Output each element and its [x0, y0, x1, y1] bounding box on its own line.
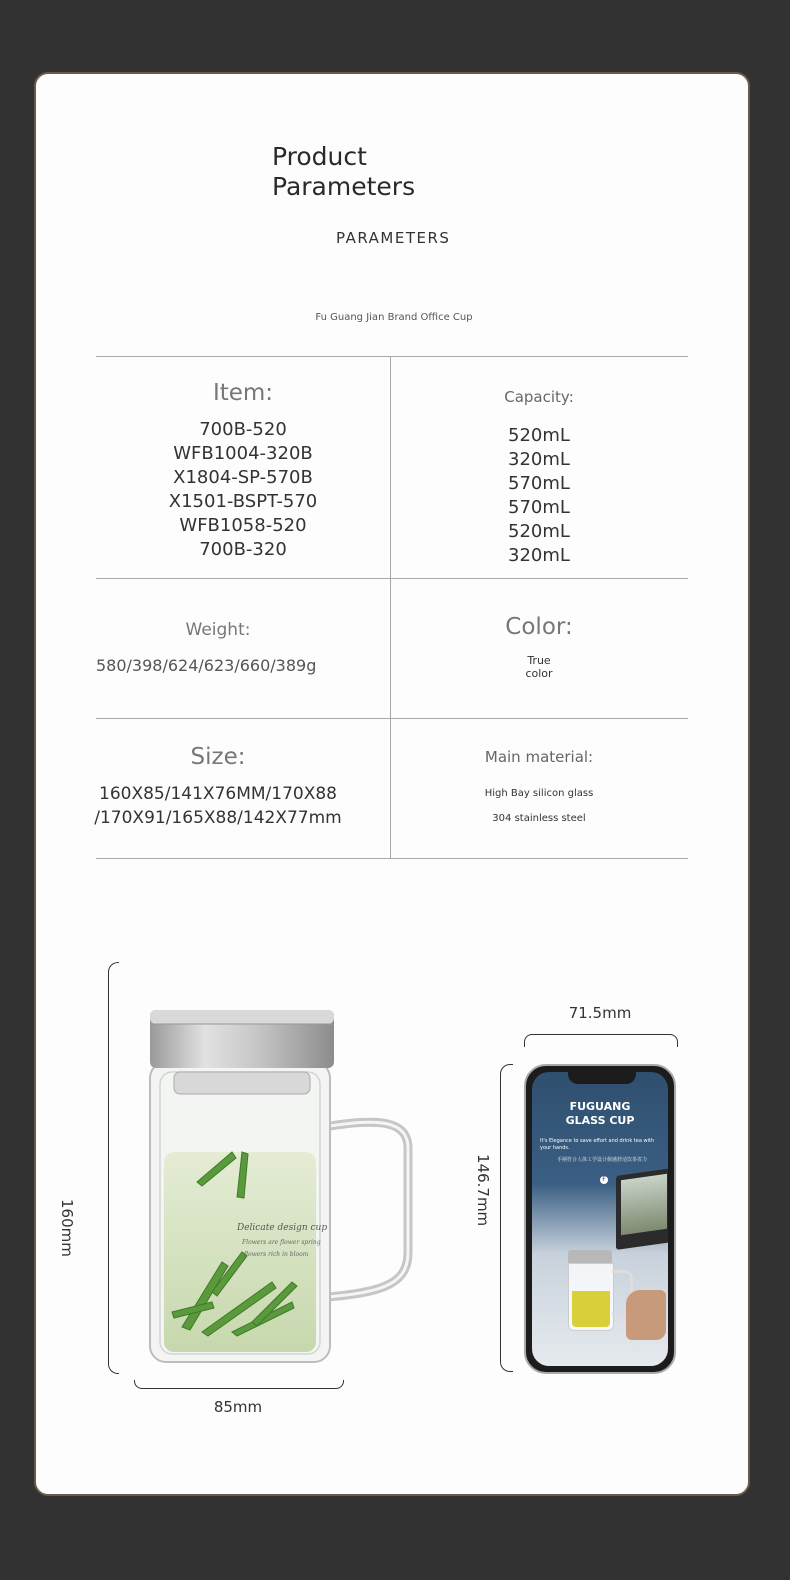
brand-line: Fu Guang Jian Brand Office Cup: [315, 312, 473, 323]
phone-notch: [568, 1072, 636, 1084]
cup-print-line-2: Flowers are flower spring: [242, 1239, 321, 1246]
color-label: Color:: [505, 614, 573, 640]
phone-logo-icon: F: [600, 1176, 608, 1184]
item-value: 700B-520: [199, 419, 287, 440]
item-value: WFB1004-320B: [173, 443, 313, 464]
title-line-1: Product: [272, 142, 367, 171]
mini-cup-lid-icon: [568, 1250, 612, 1264]
phone-headline-line-2: GLASS CUP: [565, 1114, 635, 1127]
weight-value: 580/398/624/623/660/389g: [96, 656, 317, 675]
color-value-line-1: True: [527, 654, 551, 667]
item-value: X1804-SP-570B: [173, 467, 313, 488]
cup-height-bracket: [108, 962, 119, 1374]
phone-height-bracket: [500, 1064, 513, 1372]
capacity-value: 570mL: [508, 473, 570, 494]
material-value-line-1: High Bay silicon glass: [484, 788, 594, 799]
item-value: X1501-BSPT-570: [168, 491, 318, 512]
weight-label: Weight:: [185, 620, 251, 640]
item-cell: [96, 380, 390, 562]
phone-headline: [532, 1100, 668, 1128]
size-value-line-1: 160X85/141X76MM/170X88: [99, 784, 337, 804]
color-value: [390, 654, 688, 680]
size-value-line-2: /170X91/165X88/142X77mm: [94, 808, 342, 828]
capacity-value: 520mL: [508, 425, 570, 446]
capacity-cell: [390, 388, 688, 568]
phone-width-label: 71.5mm: [568, 1004, 632, 1022]
material-cell: [390, 748, 688, 824]
size-cell: [92, 744, 344, 830]
item-value: WFB1058-520: [179, 515, 307, 536]
table-divider-top: [96, 356, 688, 357]
hand-icon: [626, 1290, 666, 1340]
capacity-value: 570mL: [508, 497, 570, 518]
size-label: Size:: [190, 744, 246, 770]
mini-cup-body-icon: [568, 1263, 614, 1331]
item-list: [96, 418, 390, 562]
cup-print-line-3: flowers rich in bloom: [244, 1251, 309, 1258]
cup-height-label: 160mm: [58, 1199, 76, 1257]
color-cell: [390, 614, 688, 680]
size-value: [92, 782, 344, 830]
phone-tagline: It's Elegance to save effort and drink tea with your hands.: [540, 1138, 655, 1151]
laptop-icon: [616, 1168, 668, 1250]
phone-headline-line-1: FUGUANG: [569, 1100, 631, 1113]
weight-cell: [96, 620, 340, 675]
material-label: Main material:: [484, 748, 594, 766]
phone-chinese-line: 手柄符合人体工学设计握感舒适饮茶省力: [556, 1157, 647, 1163]
table-divider-2: [96, 718, 688, 719]
capacity-value: 320mL: [508, 449, 570, 470]
item-label: Item:: [212, 380, 274, 406]
table-divider-1: [96, 578, 688, 579]
capacity-label: Capacity:: [504, 388, 574, 406]
table-divider-bottom: [96, 858, 688, 859]
product-parameters-card: [34, 72, 750, 1496]
cup-width-label: 85mm: [213, 1398, 263, 1416]
capacity-value: 320mL: [508, 545, 570, 566]
phone-screen: [532, 1072, 668, 1366]
capacity-list: [390, 424, 688, 568]
subtitle: PARAMETERS: [336, 229, 451, 247]
material-value-line-2: 304 stainless steel: [492, 813, 586, 824]
capacity-value: 520mL: [508, 521, 570, 542]
page-title: [272, 142, 415, 202]
phone-image: [524, 1064, 676, 1374]
title-line-2: Parameters: [272, 172, 416, 201]
phone-width-bracket: [524, 1034, 678, 1047]
cup-print-line-1: Delicate design cup: [237, 1223, 328, 1233]
cup-width-bracket: [134, 1380, 344, 1389]
glass-cup-image: [142, 1002, 422, 1372]
phone-height-label: 146.7mm: [474, 1154, 492, 1227]
color-value-line-2: color: [525, 667, 553, 680]
item-value: 700B-320: [199, 539, 287, 560]
